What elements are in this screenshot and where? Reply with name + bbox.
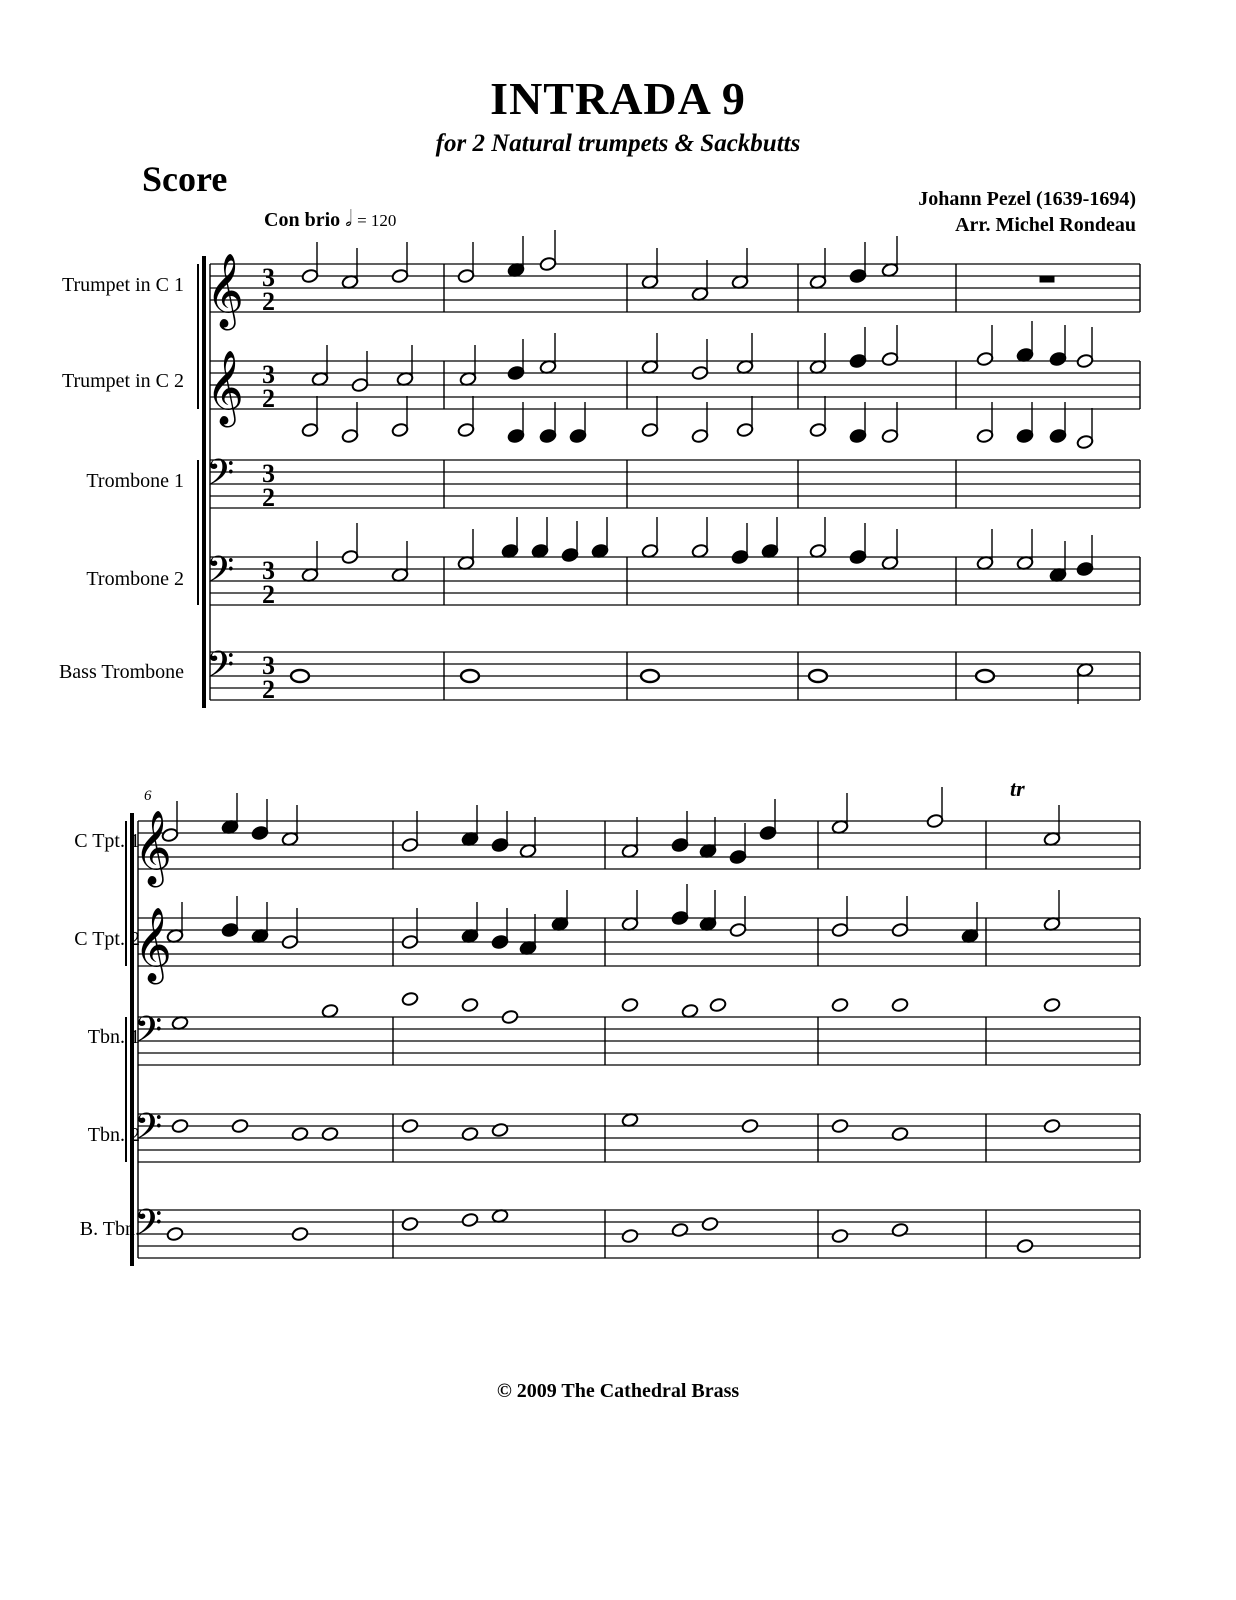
note-head	[881, 351, 899, 366]
trill-ornament: tr	[1010, 776, 1025, 801]
note-head	[539, 428, 557, 443]
note-head	[891, 1126, 909, 1141]
note-head	[171, 1118, 189, 1133]
note-head	[341, 549, 359, 564]
note-head	[976, 351, 994, 366]
note-head	[671, 910, 689, 925]
whole-note	[809, 670, 827, 682]
note-head	[507, 428, 525, 443]
note-head	[1076, 434, 1094, 449]
bass-clef-icon: 𝄢	[134, 1009, 163, 1060]
whole-note	[291, 670, 309, 682]
instrument-name: Bass Trombone	[58, 661, 184, 683]
bass-clef-icon: 𝄢	[206, 452, 235, 503]
treble-clef-icon: 𝄞	[206, 254, 244, 328]
note-head	[569, 428, 587, 443]
time-signature: 3	[262, 360, 275, 389]
note-head	[401, 1118, 419, 1133]
bass-clef-icon: 𝄢	[206, 549, 235, 600]
note-head	[457, 422, 475, 437]
treble-clef-icon: 𝄞	[134, 908, 172, 982]
time-signature: 2	[262, 483, 275, 512]
time-signature: 3	[262, 651, 275, 680]
note-head	[849, 268, 867, 283]
note-head	[729, 922, 747, 937]
note-head	[701, 1216, 719, 1231]
whole-rest	[1040, 276, 1054, 282]
note-head	[891, 922, 909, 937]
note-head	[391, 422, 409, 437]
bass-clef-icon: 𝄢	[134, 1202, 163, 1253]
note-head	[301, 268, 319, 283]
whole-note	[641, 670, 659, 682]
composer-credit: Johann Pezel (1639-1694)	[918, 188, 1136, 210]
note-head	[1016, 428, 1034, 443]
note-head	[831, 922, 849, 937]
tempo-value: = 120	[357, 211, 397, 230]
copyright-notice: © 2009 The Cathedral Brass	[496, 1380, 740, 1402]
half-note-icon: 𝅗𝅥	[345, 206, 353, 231]
note-head	[709, 997, 727, 1012]
note-head	[321, 1126, 339, 1141]
note-head	[341, 428, 359, 443]
note-head	[621, 997, 639, 1012]
time-signature: 2	[262, 675, 275, 704]
note-head	[401, 991, 419, 1006]
note-head	[461, 1126, 479, 1141]
note-head	[351, 377, 369, 392]
note-head	[507, 365, 525, 380]
note-head	[849, 428, 867, 443]
time-signature: 3	[262, 556, 275, 585]
bass-clef-icon: 𝄢	[206, 644, 235, 695]
note-head	[457, 268, 475, 283]
note-head	[1049, 351, 1067, 366]
note-head	[291, 1126, 309, 1141]
note-head	[1016, 1238, 1034, 1253]
note-head	[461, 1212, 479, 1227]
tempo-text: Con brio	[264, 209, 341, 231]
note-head	[691, 428, 709, 443]
note-head	[976, 428, 994, 443]
note-head	[831, 1118, 849, 1133]
note-head	[891, 1222, 909, 1237]
note-head	[491, 1122, 509, 1137]
note-head	[251, 825, 269, 840]
instrument-name: Trumpet in C 2	[61, 370, 184, 392]
note-head	[166, 1226, 184, 1241]
note-head	[1076, 353, 1094, 368]
note-head	[491, 837, 509, 852]
instrument-name: C Tpt. 1	[74, 830, 140, 852]
time-signature: 3	[262, 459, 275, 488]
note-head	[401, 934, 419, 949]
treble-clef-icon: 𝄞	[134, 811, 172, 885]
instrument-name: Tbn. 1	[87, 1026, 140, 1048]
note-head	[391, 268, 409, 283]
note-head	[671, 837, 689, 852]
note-head	[291, 1226, 309, 1241]
note-head	[809, 422, 827, 437]
note-head	[641, 422, 659, 437]
note-head	[731, 549, 749, 564]
note-head	[491, 934, 509, 949]
note-head	[301, 422, 319, 437]
whole-note	[461, 670, 479, 682]
time-signature: 3	[262, 263, 275, 292]
note-head	[221, 922, 239, 937]
instrument-name: Trombone 2	[86, 568, 184, 590]
note-head	[759, 825, 777, 840]
note-head	[281, 934, 299, 949]
note-head	[1076, 561, 1094, 576]
note-head	[831, 1228, 849, 1243]
note-head	[741, 1118, 759, 1133]
note-head	[231, 1118, 249, 1133]
staff-lines	[138, 264, 1140, 1258]
note-head	[1049, 428, 1067, 443]
note-head	[501, 1009, 519, 1024]
note-head	[671, 1222, 689, 1237]
note-head	[891, 997, 909, 1012]
arranger-credit: Arr. Michel Rondeau	[955, 214, 1136, 236]
time-signature: 2	[262, 580, 275, 609]
note-head	[1043, 997, 1061, 1012]
treble-clef-icon: 𝄞	[206, 351, 244, 425]
page-title: INTRADA 9	[490, 73, 746, 124]
note-head	[561, 547, 579, 562]
instrument-name: C Tpt. 2	[74, 928, 140, 950]
note-head	[926, 813, 944, 828]
note-head	[831, 997, 849, 1012]
instrument-name: Trumpet in C 1	[61, 274, 184, 296]
note-head	[1043, 1118, 1061, 1133]
note-head	[849, 353, 867, 368]
note-head	[849, 549, 867, 564]
note-head	[401, 1216, 419, 1231]
measure-number: 6	[144, 788, 152, 804]
note-head	[736, 422, 754, 437]
note-head	[621, 1228, 639, 1243]
note-head	[881, 428, 899, 443]
time-signature: 2	[262, 287, 275, 316]
note-head	[401, 837, 419, 852]
instrument-name: Tbn. 2	[87, 1124, 140, 1146]
page-subtitle: for 2 Natural trumpets & Sackbutts	[435, 130, 801, 157]
note-head	[539, 256, 557, 271]
whole-note	[976, 670, 994, 682]
note-head	[691, 365, 709, 380]
instrument-name: Trombone 1	[86, 470, 184, 492]
note-head	[461, 997, 479, 1012]
time-signature: 2	[262, 384, 275, 413]
score-label: Score	[142, 159, 228, 199]
bass-clef-icon: 𝄢	[134, 1106, 163, 1157]
note-head	[729, 849, 747, 864]
instrument-name: B. Tbn.	[79, 1218, 140, 1240]
